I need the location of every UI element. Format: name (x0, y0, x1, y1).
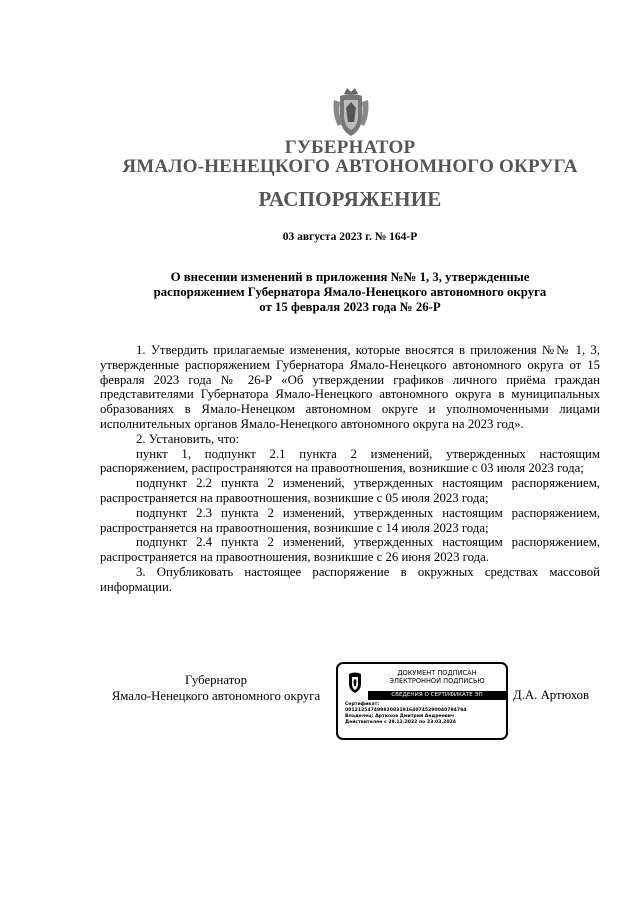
subject-line: О внесении изменений в приложения №№ 1, 3, утвержденные (170, 270, 530, 284)
document-body (100, 343, 600, 595)
paragraph-2: 2. Установить, что: (136, 431, 240, 446)
signatory-region: Ямало-Ненецкого автономного округа (111, 689, 321, 703)
certificate-validity: Действителен с 29.12.2022 по 23.03.2024 (345, 720, 456, 725)
date-and-number: 03 августа 2023 г. № 164-Р (282, 231, 418, 243)
issuer-title: ГУБЕРНАТОР (284, 137, 416, 158)
certificate-label: Сертификат: (345, 702, 380, 707)
stamp-certificate-header: СВЕДЕНИЯ О СЕРТИФИКАТЕ ЭП (368, 691, 506, 700)
signatory-title (100, 672, 332, 704)
coat-of-arms-icon (330, 86, 372, 138)
stamp-title-line: ЭЛЕКТРОННОЙ ПОДПИСЬЮ (389, 677, 485, 685)
certificate-owner: Владелец: Артюхов Дмитрий Андреевич (345, 714, 455, 719)
subject-line: от 15 февраля 2023 года № 26-Р (259, 300, 441, 314)
document-subject (120, 270, 580, 315)
signatory-position: Губернатор (185, 673, 247, 687)
stamp-title-line: ДОКУМЕНТ ПОДПИСАН (397, 669, 477, 677)
paragraph-2-item-2: подпункт 2.2 пункта 2 изменений, утвержденных настоящим распоряжением, распространяется на правоотношения, возникшие с 05 июля 2023 года; (100, 476, 600, 505)
issuer-region: ЯМАЛО-НЕНЕЦКОГО АВТОНОМНОГО ОКРУГА (122, 156, 578, 177)
certificate-number: 00121254749982083191640745290040794784 (345, 708, 467, 713)
stamp-title (370, 669, 504, 685)
coat-of-arms-icon (346, 670, 364, 694)
document-type: РАСПОРЯЖЕНИЕ (258, 187, 442, 211)
electronic-signature-stamp (336, 662, 508, 740)
subject-line: распоряжением Губернатора Ямало-Ненецкого автономного округа (153, 285, 547, 299)
paragraph-2-item-3: подпункт 2.3 пункта 2 изменений, утвержденных настоящим распоряжением, распространяется на правоотношения, возникшие с 14 июля 2023 года; (100, 505, 600, 535)
stamp-certificate-details (345, 702, 507, 726)
paragraph-2-item-4: подпункт 2.4 пункта 2 изменений, утвержденных настоящим распоряжением, распространяется на правоотношения, возникшие с 26 июня 2023 года. (100, 535, 600, 565)
signatory-name: Д.А. Артюхов (513, 688, 590, 702)
paragraph-2-item-1: пункт 1, подпункт 2.1 пункта 2 изменений, утвержденных настоящим распоряжением, распространяются на правоотношения, возникшие с 03 июля 2023 года; (100, 446, 600, 476)
paragraph-1: 1. Утвердить прилагаемые изменения, которые вносятся в приложения №№ 1, 3, утвержденные распоряжением Губернатора Ямало-Ненецкого автономного округа от 15 февраля 2023 года № 26-Р «Об утверждении графиков личного приёма граждан представителями Губернатора Ямало-Ненецкого автономного округа в муниципальных образованиях в Ямало-Ненецком автономном округе и уполномоченными лицами исполнительных органов Ямало-Ненецкого автономного округа на 2023 год». (100, 343, 600, 431)
paragraph-3: 3. Опубликовать настоящее распоряжение в окружных средствах массовой информации. (100, 564, 600, 594)
